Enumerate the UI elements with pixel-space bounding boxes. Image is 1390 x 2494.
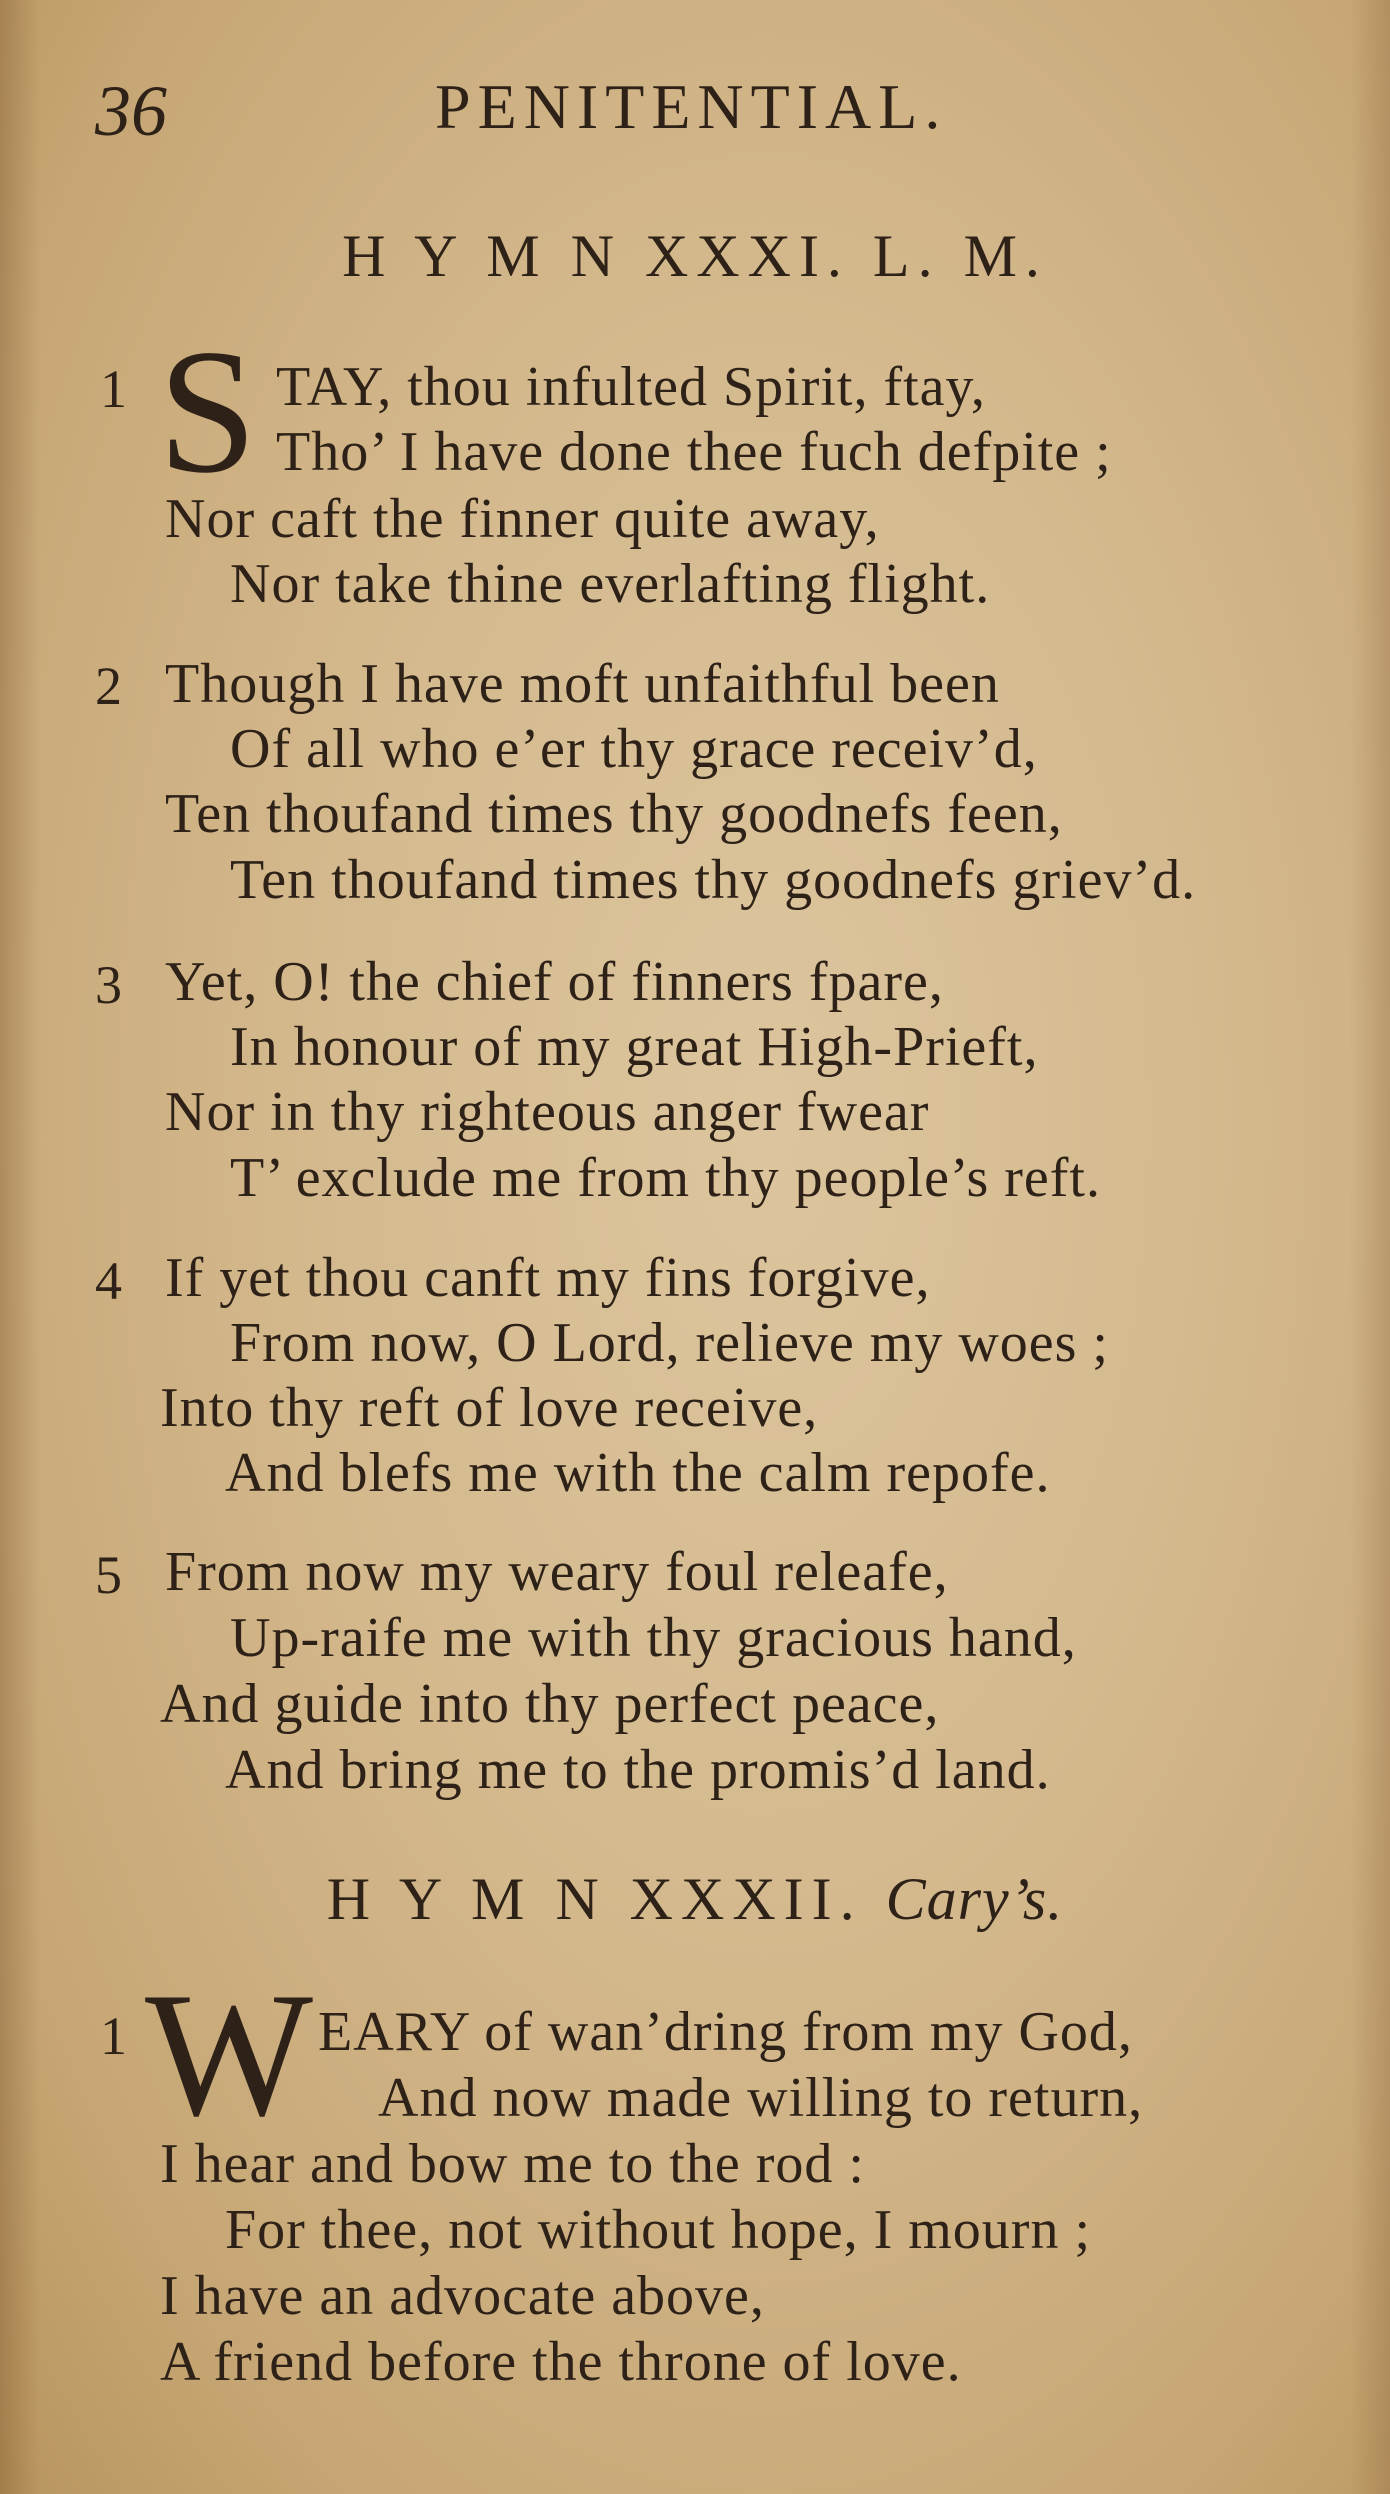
verse-line: Nor caft the finner quite away, [165, 488, 880, 550]
verse-line: In honour of my great High-Prieft, [230, 1016, 1039, 1078]
hymn-title-main: H Y M N XXXI. L. M. [342, 223, 1048, 289]
stanza-number: 2 [95, 656, 122, 716]
verse-line: T’ exclude me from thy people’s reft. [230, 1147, 1101, 1209]
stanza-number: 1 [100, 2006, 127, 2066]
verse-line: TAY, thou infulted Spirit, ftay, [276, 356, 986, 418]
verse-line: I have an advocate above, [160, 2265, 765, 2327]
verse-line: Up-raife me with thy gracious hand, [230, 1607, 1077, 1669]
running-title: PENITENTIAL. [435, 71, 948, 142]
drop-cap: W [145, 1955, 314, 2153]
verse-line: Nor take thine everlafting flight. [230, 553, 991, 615]
stanza-number: 4 [95, 1251, 122, 1311]
verse-line: I hear and bow me to the rod : [160, 2133, 865, 2195]
stanza-number: 1 [100, 359, 127, 419]
drop-cap: S [158, 312, 257, 510]
hymn-title-xxxii [0, 1865, 1390, 1934]
verse-line: EARY of wan’dring from my God, [318, 2001, 1133, 2063]
verse-line: A friend before the throne of love. [160, 2331, 962, 2393]
verse-line: From now, O Lord, relieve my woes ; [230, 1312, 1109, 1374]
page-edge-shadow-left [0, 0, 40, 2494]
running-head [95, 70, 1295, 160]
verse-line: Into thy reft of love receive, [160, 1377, 819, 1439]
page-number: 36 [95, 71, 167, 151]
hymn-title-main: H Y M N XXXII. [326, 1866, 863, 1932]
verse-line: For thee, not without hope, I mourn ; [225, 2199, 1092, 2261]
hymn-title-note: Cary’s. [885, 1866, 1064, 1932]
verse-line: Of all who e’er thy grace receiv’d, [230, 718, 1038, 780]
verse-line: Nor in thy righteous anger fwear [165, 1081, 930, 1143]
stanza-number: 5 [95, 1545, 122, 1605]
stanza-number: 3 [95, 955, 122, 1015]
page-edge-shadow-right [1350, 0, 1390, 2494]
hymn-title-xxxi [0, 222, 1390, 291]
verse-line: Ten thoufand times thy goodnefs griev’d. [230, 849, 1197, 911]
verse-line: And blefs me with the calm repofe. [225, 1442, 1051, 1504]
verse-line: From now my weary foul releafe, [165, 1541, 949, 1603]
verse-line: Yet, O! the chief of finners fpare, [165, 951, 944, 1013]
verse-line: Ten thoufand times thy goodnefs feen, [165, 783, 1063, 845]
verse-line: Though I have moft unfaithful been [165, 653, 1000, 715]
verse-line: If yet thou canft my fins forgive, [165, 1247, 931, 1309]
verse-line: Tho’ I have done thee fuch defpite ; [276, 421, 1112, 483]
verse-line: And now made willing to return, [378, 2067, 1144, 2129]
verse-line: And guide into thy perfect peace, [160, 1673, 940, 1735]
verse-line: And bring me to the promis’d land. [225, 1739, 1051, 1801]
